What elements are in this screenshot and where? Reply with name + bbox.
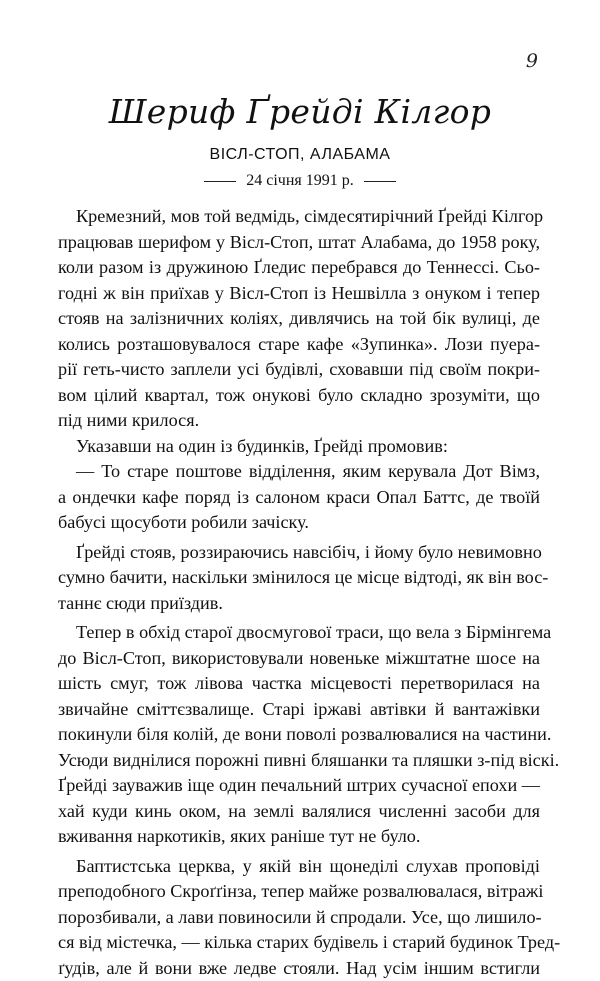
text-line: до Вісл-Стоп, використовували новеньке міжштатне шосе на <box>58 646 540 672</box>
text-line: Указавши на один із будинків, Ґрейді промовив: <box>58 434 540 460</box>
text-line: Усюди виднілися порожні пивні бляшанки та пляшки з-під віскі. <box>58 748 540 774</box>
text-line: стояв на залізничних коліях, дивлячись на той бік вулиці, де <box>58 306 540 332</box>
text-line: шість смуг, тож лівова частка місцевості перетворилася на <box>58 671 540 697</box>
text-line: порозбивали, а лави повиносили й спродали. Усе, що лишило- <box>58 905 540 931</box>
text-line: преподобного Скроґґінза, тепер майже розвалювалася, вітражі <box>58 879 540 905</box>
text-line: годні ж він приїхав у Вісл-Стоп із Нешвілла з онуком і тепер <box>58 281 540 307</box>
text-line: а ондечки кафе поряд із салоном краси Опал Баттс, де твоїй <box>58 485 540 511</box>
text-line: рії геть-чисто заплели усі будівлі, сховавши під своїм покри- <box>58 357 540 383</box>
chapter-title: Шериф Ґрейді Кілгор <box>0 92 600 131</box>
text-line: хай куди кинь оком, на землі валялися численні засоби для <box>58 799 540 825</box>
dateline-left-dash <box>204 181 236 182</box>
dateline-right-dash <box>364 181 396 182</box>
text-line: ґудів, але й вони вже ледве стояли. Над усім іншим встигли <box>58 956 540 981</box>
text-line: вом цілий квартал, тож онукові було складно зрозуміти, що <box>58 383 540 409</box>
text-line: колись розташовувалося старе кафе «Зупинка». Лози пуера- <box>58 332 540 358</box>
text-line: Баптистська церква, у якій він щонеділі слухав проповіді <box>58 854 540 880</box>
text-line: ся від містечка, — кілька старих будівель і старий будинок Тред- <box>58 930 540 956</box>
text-line: працював шерифом у Вісл-Стоп, штат Алабама, до 1958 року, <box>58 230 540 256</box>
dateline-text: 24 січня 1991 р. <box>246 172 354 190</box>
page-number: 9 <box>526 50 538 72</box>
text-line: Ґрейді зауважив іще один печальний штрих сучасної епохи — <box>58 773 540 799</box>
text-line: — То старе поштове відділення, яким керувала Дот Вімз, <box>58 459 540 485</box>
text-line: під ними крилося. <box>58 408 540 434</box>
text-line: Тепер в обхід старої двосмугової траси, що вела з Бірмінгема <box>58 620 540 646</box>
chapter-location: ВІСЛ-СТОП, АЛАБАМА <box>0 146 600 164</box>
text-line: бабусі щосуботи робили зачіску. <box>58 510 540 536</box>
body-text <box>58 204 540 981</box>
text-line: Кремезний, мов той ведмідь, сімдесятирічний Ґрейді Кілгор <box>58 204 540 230</box>
text-line: коли разом із дружиною Ґледис перебрався до Теннессі. Сьо- <box>58 255 540 281</box>
dateline <box>0 172 600 190</box>
text-line: таннє сюди приїздив. <box>58 591 540 617</box>
text-line: Ґрейді стояв, роззираючись навсібіч, і йому було невимовно <box>58 540 540 566</box>
text-line: звичайне сміттєзвалище. Старі іржаві автівки й вантажівки <box>58 697 540 723</box>
text-line: вживання наркотиків, яких раніше тут не було. <box>58 824 540 850</box>
text-line: сумно бачити, наскільки змінилося це місце відтоді, як він вос- <box>58 565 540 591</box>
text-line: покинули біля колій, де вони поволі розвалювалися на частини. <box>58 722 540 748</box>
